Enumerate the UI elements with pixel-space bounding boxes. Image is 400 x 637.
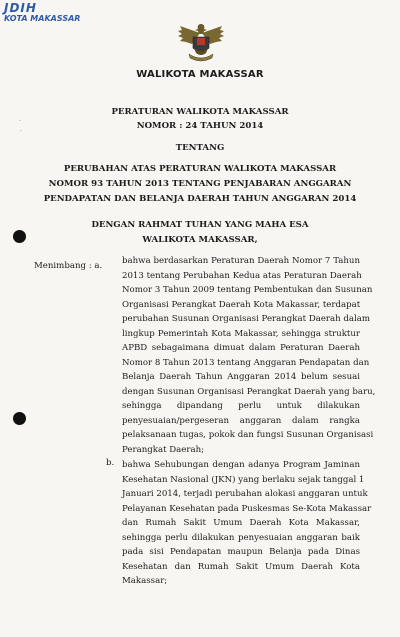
- preamble-line-1: DENGAN RAHMAT TUHAN YANG MAHA ESA: [91, 220, 309, 230]
- consideration-b-line: Kesehatan Nasional (JKN) yang berlaku sejak tanggal 1: [122, 474, 365, 485]
- consideration-b-line: pada sisi Pendapatan maupun Belanja pada Dinas: [122, 547, 360, 557]
- consideration-a-line: pelaksanaan tugas, pokok dan fungsi Susunan Organisasi: [122, 430, 374, 440]
- consideration-a-line: perubahan Susunan Organisasi Perangkat Daerah dalam: [122, 314, 371, 324]
- punch-hole-marker: [13, 412, 26, 425]
- consideration-b-label: b.: [106, 458, 115, 468]
- consideration-a-line: Organisasi Perangkat Daerah Kota Makassar, terdapat: [122, 299, 361, 310]
- consideration-b-line: Kesehatan dan Rumah Sakit Umum Daerah Kota: [122, 561, 360, 572]
- consideration-a: [122, 254, 376, 457]
- consideration-b-line: sehingga perlu dilakukan penyesuaian anggaran baik: [122, 532, 360, 543]
- consideration-a-line: 2013 tentang Perubahan Kedua atas Peraturan Daerah: [122, 270, 362, 281]
- consideration-a-line: Nomor 3 Tahun 2009 tentang Pembentukan dan Susunan: [122, 285, 373, 295]
- consideration-b-line: Pelayanan Kesehatan pada Puskesmas Se-Kota Makassar: [122, 503, 372, 514]
- punch-hole-marker: [13, 230, 26, 243]
- stamp-line2: KOTA MAKASSAR: [4, 14, 81, 23]
- subject-line-3: PENDAPATAN DAN BELANJA DAERAH TAHUN ANGGARAN 2014: [43, 194, 357, 204]
- tentang-heading: TENTANG: [175, 143, 225, 153]
- consideration-a-line: bahwa berdasarkan Peraturan Daerah Nomor 7 Tahun: [122, 256, 360, 266]
- consideration-a-line: penyesuaian/pergeseran anggaran dalam rangka: [122, 415, 360, 426]
- consideration-a-line: APBD sebagaimana dimuat dalam Peraturan Daerah: [122, 343, 360, 353]
- authority-title: WALIKOTA MAKASSAR: [136, 69, 264, 80]
- consideration-a-line: Perangkat Daerah;: [122, 444, 205, 455]
- consideration-a-line: sehingga dipandang perlu untuk dilakukan: [122, 401, 360, 411]
- margin-mark: ·: [20, 128, 22, 135]
- subject-line-2: NOMOR 93 TAHUN 2013 TENTANG PENJABARAN ANGGARAN: [48, 179, 352, 189]
- consideration-b-line: Makassar;: [122, 576, 168, 586]
- subject-line-1: PERUBAHAN ATAS PERATURAN WALIKOTA MAKASSAR: [63, 164, 337, 174]
- jdih-stamp: [4, 2, 80, 23]
- consideration-b-line: bahwa Sehubungan dengan adanya Program Jaminan: [122, 460, 360, 470]
- regulation-title: PERATURAN WALIKOTA MAKASSAR: [111, 107, 289, 117]
- stamp-line1: JDIH: [4, 1, 37, 15]
- margin-mark: ·: [19, 118, 21, 125]
- consideration-b-line: Januari 2014, terjadi perubahan alokasi anggaran untuk: [122, 489, 368, 499]
- consideration-a-line: Belanja Daerah Tahun Anggaran 2014 belum sesuai: [122, 372, 360, 382]
- consideration-b-line: dan Rumah Sakit Umum Daerah Kota Makassar,: [122, 518, 360, 528]
- consideration-a-line: lingkup Pemerintah Kota Makassar, sehingga struktur: [122, 328, 360, 339]
- preamble-line-2: WALIKOTA MAKASSAR,: [142, 235, 258, 245]
- menimbang-label: Menimbang : a.: [34, 261, 103, 271]
- consideration-b: [122, 458, 372, 589]
- consideration-a-line: dengan Susunan Organisasi Perangkat Daerah yang baru,: [122, 386, 376, 397]
- regulation-number: NOMOR : 24 TAHUN 2014: [136, 121, 264, 131]
- garuda-emblem-icon: [176, 20, 226, 64]
- consideration-a-line: Nomor 8 Tahun 2013 tentang Anggaran Pendapatan dan: [122, 357, 370, 368]
